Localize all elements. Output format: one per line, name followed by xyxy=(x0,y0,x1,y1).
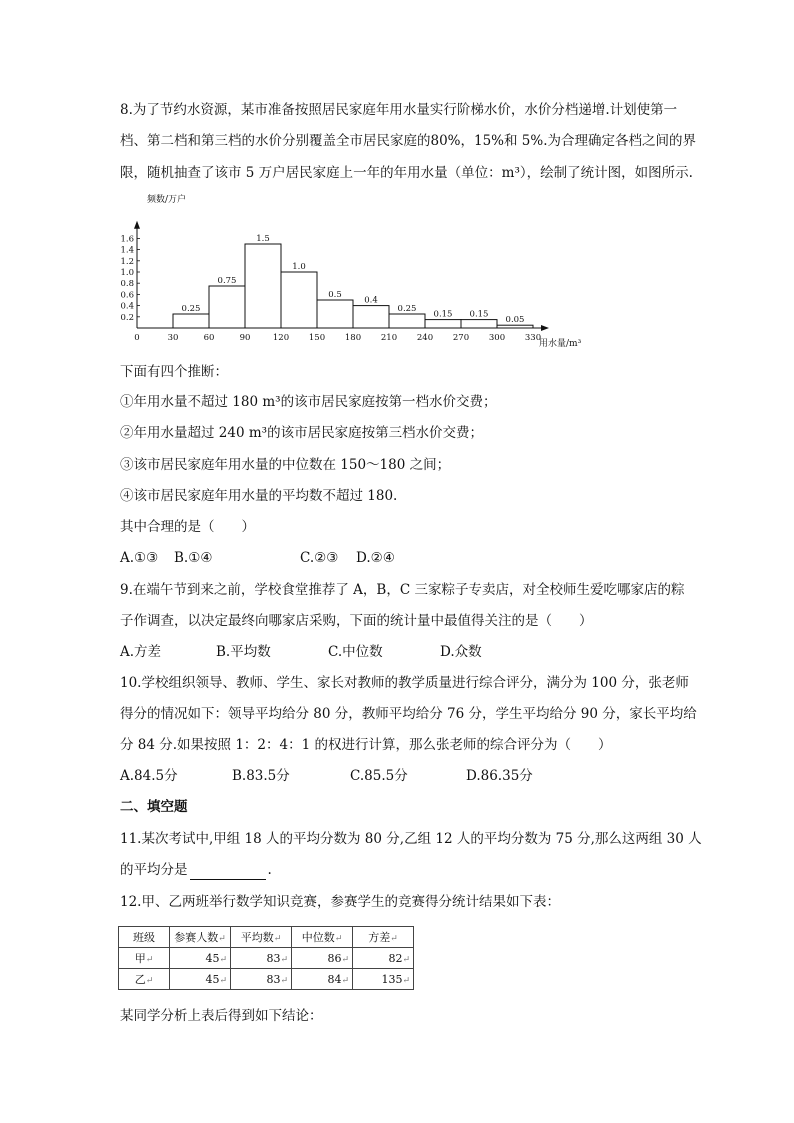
bar-value-label: 0.25 xyxy=(397,304,417,314)
y-tick-label: 1.6 xyxy=(120,234,134,245)
histogram-bar xyxy=(281,272,317,328)
q8-option-c[interactable]: C.②③ xyxy=(300,550,339,566)
table-cell: 45↵ xyxy=(170,969,231,990)
bar-value-label: 0.4 xyxy=(364,295,378,306)
q10-option-d[interactable]: D.86.35分 xyxy=(466,768,533,784)
table-cell: 135↵ xyxy=(353,969,414,990)
q8-statement-4: ④该市居民家庭年用水量的平均数不超过 180. xyxy=(120,488,398,504)
table-cell: 83↵ xyxy=(231,948,292,969)
x-tick-label: 240 xyxy=(416,333,434,343)
table-header-cell: 平均数↵ xyxy=(231,927,292,948)
y-tick-label: 0.6 xyxy=(120,290,134,301)
q10-option-c[interactable]: C.85.5分 xyxy=(350,768,408,784)
q9-line-2: 子作调查，以决定最终向哪家店采购，下面的统计量中最值得关注的是（ ） xyxy=(120,613,593,629)
histogram-chart xyxy=(118,190,582,350)
y-axis-arrow xyxy=(134,221,140,229)
table-cell: 45↵ xyxy=(170,948,231,969)
y-tick-label: 1.0 xyxy=(120,268,134,278)
bar-value-label: 0.25 xyxy=(181,304,201,314)
q11-line-2-end: . xyxy=(267,862,272,878)
histogram-bar xyxy=(245,244,281,328)
x-tick-label: 120 xyxy=(272,333,290,343)
bar-value-label: 0.75 xyxy=(217,276,237,286)
y-tick-label: 1.2 xyxy=(120,256,134,267)
table-cell: 86↵ xyxy=(292,948,353,969)
bar-value-label: 0.5 xyxy=(328,290,342,300)
bar-value-label: 0.15 xyxy=(433,309,453,320)
q8-line-3: 限，随机抽查了该市 5 万户居民家庭上一年的年用水量（单位：m³），绘制了统计图，如图所示. xyxy=(120,165,693,181)
x-tick-label: 30 xyxy=(167,333,179,343)
q8-option-b[interactable]: B.①④ xyxy=(174,550,213,566)
q8-ask: 其中合理的是（ ） xyxy=(120,519,255,535)
table-header-cell: 参赛人数↵ xyxy=(170,927,231,948)
x-tick-label: 150 xyxy=(308,333,326,343)
histogram-bar xyxy=(209,286,245,328)
q12-after: 某同学分析上表后得到如下结论： xyxy=(120,1008,323,1024)
y-tick-label: 0.4 xyxy=(120,301,134,312)
bar-value-label: 0.05 xyxy=(505,315,525,326)
q8-line-2: 档、第二档和第三档的水价分别覆盖全市居民家庭的80%，15%和 5%.为合理确定各档之间的界 xyxy=(120,133,697,149)
table-cell: 乙↵ xyxy=(119,969,170,990)
q10-line-3: 分 84 分.如果按照 1：2：4：1 的权进行计算，那么张老师的综合评分为（ ） xyxy=(120,737,612,753)
x-tick-label: 0 xyxy=(134,333,140,343)
q9-line-1: 9.在端午节到来之前，学校食堂推荐了 A，B，C 三家粽子专卖店，对全校师生爱吃哪家店的粽 xyxy=(120,582,685,598)
table-cell: 83↵ xyxy=(231,969,292,990)
q9-option-a[interactable]: A.方差 xyxy=(120,644,162,660)
q11-answer-blank[interactable] xyxy=(190,865,266,880)
x-tick-label: 330 xyxy=(524,333,542,343)
x-tick-label: 270 xyxy=(452,333,470,343)
histogram-bar xyxy=(317,300,353,328)
y-axis-label: 频数/万户 xyxy=(147,195,187,205)
q9-option-d[interactable]: D.众数 xyxy=(440,644,482,660)
x-axis-arrow xyxy=(541,325,549,331)
bar-value-label: 1.5 xyxy=(256,234,270,244)
q9-option-c[interactable]: C.中位数 xyxy=(328,644,383,660)
table-row xyxy=(119,969,414,990)
q12-line-1: 12.甲、乙两班举行数学知识竞赛，参赛学生的竞赛得分统计结果如下表： xyxy=(120,894,560,910)
q11-line-2-text: 的平均分是 xyxy=(120,862,188,878)
q8-statement-3: ③该市居民家庭年用水量的中位数在 150～180 之间； xyxy=(120,457,451,473)
table-cell: 84↵ xyxy=(292,969,353,990)
y-tick-label: 1.4 xyxy=(120,245,134,256)
y-tick-label: 0.8 xyxy=(120,279,134,290)
histogram-bar xyxy=(461,320,497,328)
x-tick-label: 300 xyxy=(488,333,506,343)
histogram-bar xyxy=(425,320,461,328)
table-row xyxy=(119,948,414,969)
histogram-bar xyxy=(173,314,209,328)
q10-line-2: 得分的情况如下：领导平均给分 80 分，教师平均给分 76 分，学生平均给分 90 分，家长平均给 xyxy=(120,706,697,722)
x-tick-label: 180 xyxy=(344,333,362,343)
bar-value-label: 0.15 xyxy=(469,309,489,320)
bar-value-label: 1.0 xyxy=(292,262,306,272)
x-tick-label: 90 xyxy=(239,333,251,343)
table-header-cell: 方差↵ xyxy=(353,927,414,948)
q11-line-1: 11.某次考试中,甲组 18 人的平均分数为 80 分,乙组 12 人的平均分数为 75 分,那么这两组 30 人 xyxy=(120,831,702,847)
table-header-row xyxy=(119,927,414,948)
q8-statement-2: ②年用水量超过 240 m³的该市居民家庭按第三档水价交费； xyxy=(120,425,484,441)
table-cell: 82↵ xyxy=(353,948,414,969)
histogram-bar xyxy=(497,325,533,328)
histogram-bar xyxy=(353,306,389,328)
q12-stats-table xyxy=(118,926,414,990)
q8-option-d[interactable]: D.②④ xyxy=(356,550,395,566)
q8-statement-1: ①年用水量不超过 180 m³的该市居民家庭按第一档水价交费； xyxy=(120,394,497,410)
q8-intro: 下面有四个推断： xyxy=(120,364,228,380)
table-header-cell: 中位数↵ xyxy=(292,927,353,948)
histogram-bar xyxy=(389,314,425,328)
q9-option-b[interactable]: B.平均数 xyxy=(216,644,271,660)
q10-option-a[interactable]: A.84.5分 xyxy=(120,768,178,784)
q8-line-1: 8.为了节约水资源，某市准备按照居民家庭年用水量实行阶梯水价，水价分档递增.计划使第一 xyxy=(120,102,678,118)
x-tick-label: 60 xyxy=(203,333,215,343)
q10-option-b[interactable]: B.83.5分 xyxy=(232,768,290,784)
table-header-cell: 班级 xyxy=(119,927,170,948)
q10-line-1: 10.学校组织领导、教师、学生、家长对教师的教学质量进行综合评分，满分为 100 分，张老师 xyxy=(120,675,689,691)
q11-line-2 xyxy=(120,860,272,880)
q8-option-a[interactable]: A.①③ xyxy=(120,550,159,566)
section-heading: 二、填空题 xyxy=(120,799,188,815)
x-tick-label: 210 xyxy=(380,333,398,343)
x-axis-label: 用水量/m³ xyxy=(539,339,582,349)
y-tick-label: 0.2 xyxy=(120,312,134,323)
table-cell: 甲↵ xyxy=(119,948,170,969)
